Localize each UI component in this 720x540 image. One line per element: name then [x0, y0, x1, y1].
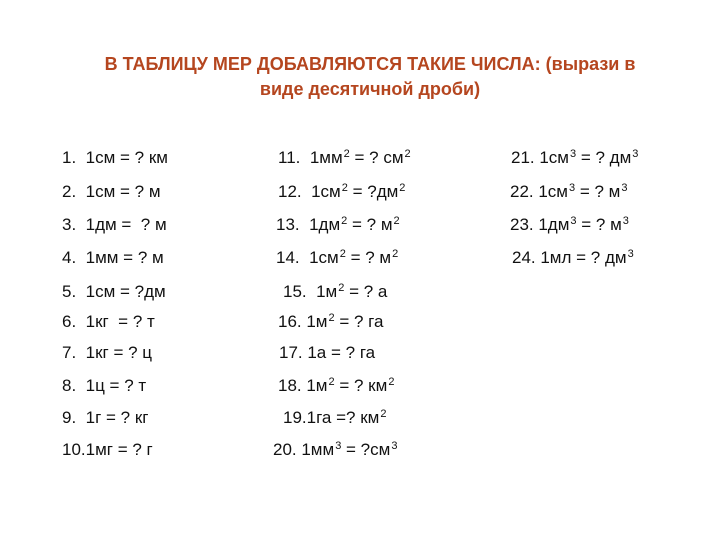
exercise-item-15: 15. $1м^2$ = ? а [283, 282, 388, 301]
title-line-1: В ТАБЛИЦУ МЕР ДОБАВЛЯЮТСЯ ТАКИЕ ЧИСЛА: (вырази в [104, 54, 636, 74]
exercise-item-19: 19.1га =? $км^2$ [283, 408, 387, 427]
exercise-item-8: 8. 1ц = ? т [62, 376, 147, 395]
exercise-item-5: 5. 1см = ?дм [62, 282, 166, 301]
page-title [40, 52, 700, 102]
exercise-item-20: 20. $1мм^3$ = $?см^3$ [273, 440, 398, 459]
exercise-item-3: 3. 1дм = ? м [62, 215, 167, 234]
exercise-item-18: 18. $1м^2$ = ? $км^2$ [278, 376, 395, 395]
exercise-item-2: 2. 1см = ? м [62, 182, 161, 201]
exercise-item-17: 17. 1а = ? га [279, 343, 376, 362]
exercise-item-22: 22. $1см^3$ = ? $м^3$ [510, 182, 628, 201]
exercise-item-14: 14. $1см^2$ = ? $м^2$ [276, 248, 399, 267]
exercise-item-11: 11. $1мм^2$ = ? $см^2$ [278, 148, 411, 167]
exercise-item-24: 24. 1мл = ? $дм^3$ [512, 248, 634, 267]
exercise-item-13: 13. $1дм^2$ = ? $м^2$ [276, 215, 400, 234]
exercise-item-16: 16. $1м^2$ = ? га [278, 312, 384, 331]
exercise-item-23: 23. $1дм^3$ = ? $м^3$ [510, 215, 629, 234]
exercise-item-21: 21. $1см^3$ = ? $дм^3$ [511, 148, 639, 167]
exercise-item-1: 1. 1см = ? км [62, 148, 168, 167]
title-line-2: виде десятичной дроби) [259, 79, 481, 99]
exercise-item-12: 12. $1см^2$ = $?дм^2$ [278, 182, 406, 201]
exercise-item-6: 6. 1кг = ? т [62, 312, 155, 331]
exercise-item-9: 9. 1г = ? кг [62, 408, 149, 427]
exercise-item-10: 10.1мг = ? г [62, 440, 153, 459]
exercise-item-7: 7. 1кг = ? ц [62, 343, 153, 362]
exercise-item-4: 4. 1мм = ? м [62, 248, 164, 267]
